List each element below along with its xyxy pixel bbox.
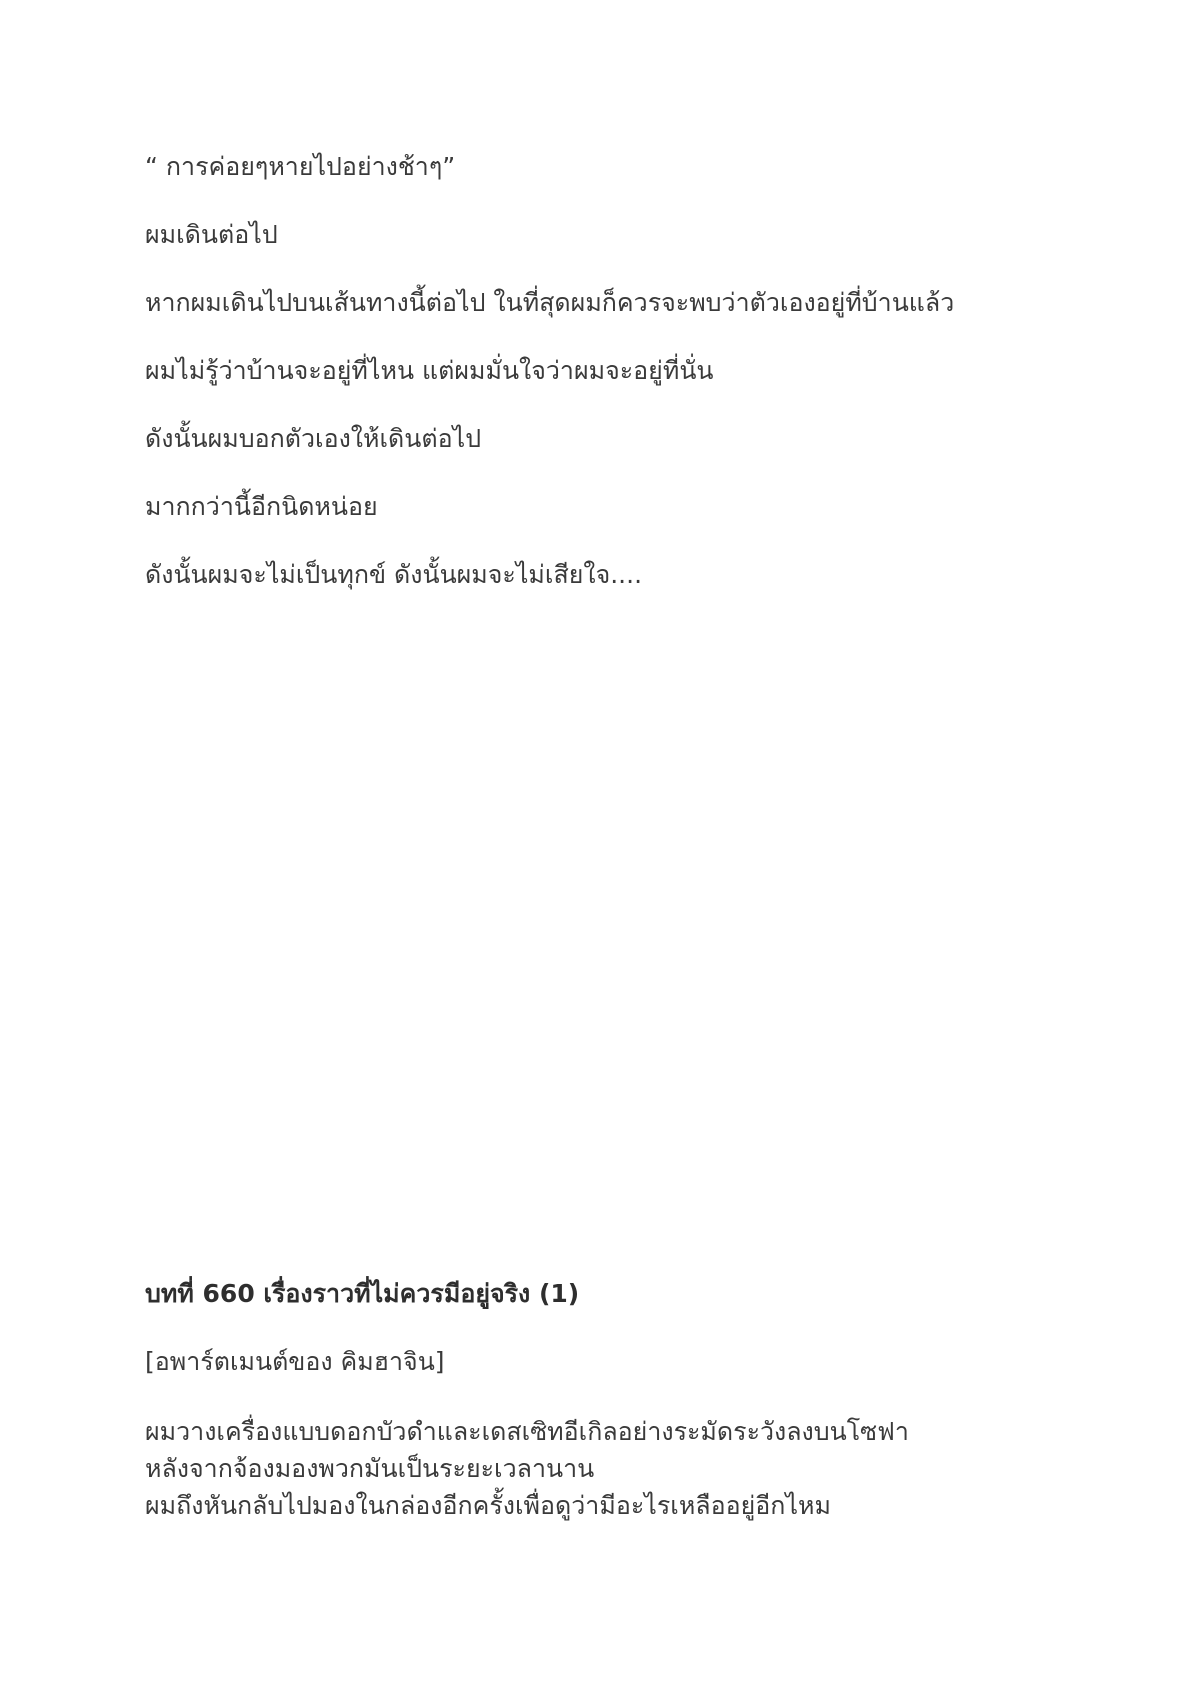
chapter-paragraph <box>145 1413 909 1524</box>
paragraph-2: ผมเดินต่อไป <box>145 220 278 249</box>
paragraph-3: หากผมเดินไปบนเส้นทางนี้ต่อไป ในที่สุดผมก็ควรจะพบว่าตัวเองอยู่ที่บ้านแล้ว <box>145 288 955 317</box>
paragraph-5: ดังนั้นผมบอกตัวเองให้เดินต่อไป <box>145 424 482 453</box>
chapter-location: [อพาร์ตเมนต์ของ คิมฮาจิน] <box>145 1347 445 1376</box>
paragraph-6: มากกว่านี้อีกนิดหน่อย <box>145 492 378 521</box>
chapter-line-3: ผมถึงหันกลับไปมองในกล่องอีกครั้งเพื่อดูว่ามีอะไรเหลืออยู่อีกไหม <box>145 1491 831 1520</box>
chapter-line-2: หลังจากจ้องมองพวกมันเป็นระยะเวลานาน <box>145 1454 595 1483</box>
paragraph-7: ดังนั้นผมจะไม่เป็นทุกข์ ดังนั้นผมจะไม่เสียใจ.... <box>145 560 643 589</box>
paragraph-1: “ การค่อยๆหายไปอย่างช้าๆ” <box>145 152 456 181</box>
paragraph-4: ผมไม่รู้ว่าบ้านจะอยู่ที่ไหน แต่ผมมั่นใจว่าผมจะอยู่ที่นั่น <box>145 356 714 385</box>
chapter-line-1: ผมวางเครื่องแบบดอกบัวดำและเดสเซิทอีเกิลอย่างระมัดระวังลงบนโซฟา <box>145 1417 909 1446</box>
chapter-title: บทที่ 660 เรื่องราวที่ไม่ควรมีอยู่จริง (1) <box>145 1279 580 1308</box>
